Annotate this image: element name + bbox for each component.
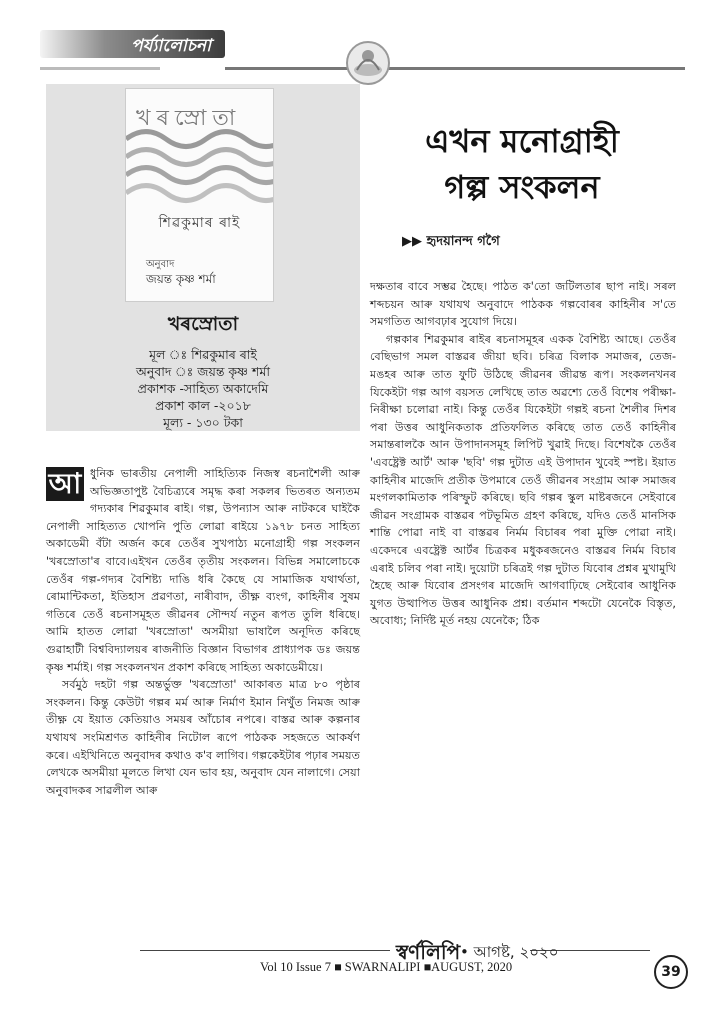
header-rule-left: [40, 67, 160, 70]
article-headline: [372, 118, 672, 210]
paragraph: গল্পকাৰ শিৱকুমাৰ ৰাইৰ ৰচনাসমূহৰ একক বৈশিষ্ট্য আছে। তেওঁৰ বেছিভাগ সমল বাস্তৱৰ জীয়া ছবি। চৰিত্ৰ বিলাক সমাজৰ, তেজ-মঙহৰ আৰু তাত ফুটি উঠিছে জীৱনৰ জীৱন্ত ৰূপ। সংকলনখনৰ যিকেইটা গল্প আগ বয়সত লেখিছে তাত অৱশ্যে তেওঁ বিশেষ পৰীক্ষা-নিৰীক্ষা চলোৱা নাই। কিন্তু তেওঁৰ যিকেইটা গল্পই ৰচনা শৈলীৰ দিশৰ পৰা উত্তৰ আধুনিকতাক প্ৰতিফলিত কৰিছে তাত তেওঁ কাহিনীৰ সমান্তৰালকৈ আন উপাদানসমূহ লিপিট খুৱাই দিছে। বিশেষকৈ তেওঁৰ 'এবষ্ট্ৰেক্ট আৰ্ট' আৰু 'ছবি' গল্প দুটাত এই উপাদান খুবেই স্পষ্ট। ইয়াত কাহিনীৰ মাজেদি প্ৰতীক উপমাৰে তেওঁ জীৱনৰ সংগ্ৰাম আৰু সমাজৰ মংগলকামিতাক পৰিস্ফুট কৰিছে। ছবি গল্পৰ স্কুল মাষ্টৰজনে সেইবাৰে জীৱন সংগ্ৰামক বাস্তৱৰ পটভূমিত গ্ৰহণ কৰিছে, যদিও তেওঁ মানসিক শান্তি পোৱা নাই বা বাস্তৱৰ নিৰ্মম বিচাৰৰ পৰা মুক্তি পোৱা নাই। একেদৰে এবষ্ট্ৰেক্ট আৰ্টৰ চিত্ৰকৰ মধুকৰজনেও বাস্তৱৰ নিৰ্মম বিচাৰ এৰাই চলিব পৰা নাই। দুয়োটা চৰিত্ৰই গল্প দুটাত যিবোৰ প্ৰশ্নৰ মুখামুখি হৈছে আৰু যিবোৰ প্ৰসংগৰ মাজেদি আগবাঢ়িছে সেইবোৰ আধুনিক যুগত উত্থাপিত উত্তৰ আধুনিক প্ৰশ্ন। বৰ্তমান শব্দটো যেনেকৈ বিস্তৃত, অবোধ্য; নিৰ্দিষ্ট মূৰ্ত নহয় যেনেকৈ; ঠিক: [370, 332, 676, 628]
footer-date: • আগষ্ট, ২০২০: [460, 943, 559, 961]
paragraph: সৰ্বমুঠ দহটা গল্প অন্তৰ্ভুক্ত 'খৰস্ৰোতা' আকাৰত মাত্ৰ ৮০ পৃষ্ঠাৰ সংকলন। কিন্তু কেউটা গল্পৰ মৰ্ম আৰু নিৰ্মাণ ইমান নিখুঁত নিমজ আৰু তীক্ষ্ণ যে ইয়াত কেতিয়াও সময়ৰ আঁচোৰ নপৰে। বাস্তৱ আৰু কল্পনাৰ যথাযথ সংমিশ্ৰণত কাহিনীৰ নিটোল ৰূপে পাঠকক সহজতে আকৰ্ষণ কৰে। এইখিনিতে অনুবাদৰ কথাও ক'ব লাগিব। গল্পকেইটাৰ পঢ়াৰ সময়ত লেখকে অসমীয়া মূলতে লিখা যেন ভাব হয়, অনুবাদ যেন নালাগে। সেয়া অনুবাদকৰ সাৱলীল আৰু: [46, 678, 360, 797]
cover-translator-label: অনুবাদ: [146, 259, 175, 270]
wave-art-icon: [126, 109, 273, 204]
footer-rule: [140, 950, 390, 951]
headline-line-1: এখন মনোগ্ৰাহী: [425, 122, 619, 160]
article-column-right: [370, 278, 676, 630]
author-byline: ▶▶ হৃদয়ানন্দ গগৈ: [402, 234, 500, 249]
article-column-left: [46, 465, 360, 799]
magazine-emblem-icon: [345, 40, 391, 86]
footer-brand: স্বৰ্ণলিপি: [396, 940, 461, 964]
book-cover: [125, 88, 274, 302]
book-price: মূল্য - ১৩০ টকা: [163, 415, 243, 430]
section-label: পৰ্য্যালোচনা: [131, 36, 211, 56]
header-rule: [225, 67, 685, 70]
paragraph: ধুনিক ভাৰতীয় নেপালী সাহিত্যিক নিজস্ব ৰচনাশৈলী আৰু অভিজ্ঞতাপুষ্ট বৈচিত্ৰ্যৰে সমৃদ্ধ কৰা সকলৰ ভিতৰত অন্যতম গদ্যকাৰ শিৱকুমাৰ ৰাই। গল্প, উপন্যাস আৰু নাটকৰে ঘাইকৈ নেপালী সাহিত্যত খোপনি পুতি লোৱা ৰাইয়ে ১৯৭৮ চনত সাহিত্য অকাডেমী বঁটা অৰ্জন কৰে তেওঁৰ সুখপাঠ্য মনোগ্ৰাহী গল্প সংকলন 'খৰস্ৰোতা'ৰ বাবে।এইখন তেওঁৰ তৃতীয় সংকলন। বিভিন্ন সমালোচকে তেওঁৰ গল্প-গদ্যৰ বৈশিষ্ট্য দাঙি ধৰি কৈছে যে সামাজিক যথাৰ্থতা, ৰোমান্টিকতা, ইতিহাস প্ৰৱণতা, নাৰীবাদ, তীক্ষ্ণ ব্যংগ, কাহিনীৰ সুষম গতিৰে তেওঁ ৰচনাসমূহত জীৱনৰ সৌন্দৰ্য নতুন ৰূপত তুলি ধৰিছে। আমি হাতত লোৱা 'খৰস্ৰোতা' অসমীয়া ভাষালৈ অনূদিত কৰিছে গুৱাহাটী বিশ্ববিদ্যালয়ৰ ৰাজনীতি বিজ্ঞান বিভাগৰ প্ৰাধ্যাপক ডঃ জয়ন্ত কৃষ্ণ শৰ্মাই। গল্প সংকলনখন প্ৰকাশ কৰিছে সাহিত্য অকাডেমীয়ে।: [46, 467, 360, 674]
book-title: খৰস্ৰোতা: [167, 313, 239, 335]
book-details: [46, 310, 360, 431]
book-original-author: মূল ঃ শিৱকুমাৰ ৰাই: [149, 347, 257, 362]
book-year: প্ৰকাশ কাল -২০১৮: [155, 398, 251, 413]
headline-line-2: গল্প সংকলন: [444, 168, 600, 206]
footer-issue-line: Vol 10 Issue 7 ■ SWARNALIPI ■AUGUST, 2020: [260, 960, 513, 974]
drop-cap: আ: [46, 467, 84, 501]
cover-translator: জয়ন্ত কৃষ্ণ শৰ্মা: [146, 272, 216, 286]
book-translator: অনুবাদ ঃ জয়ন্ত কৃষ্ণ শৰ্মা: [136, 364, 270, 379]
paragraph: দক্ষতাৰ বাবে সম্ভৱ হৈছে। পাঠত ক'তো জটিলতাৰ ছাপ নাই। সৰল শব্দচয়ন আৰু যথাযথ অনুবাদে পাঠকক গল্পবোৰৰ কাহিনীৰ স'তে সমগতিত আগবঢ়াৰ সুযোগ দিয়ে।: [370, 280, 676, 329]
section-tag: [40, 30, 225, 58]
cover-title: খৰস্ৰোতা: [136, 106, 242, 131]
book-publisher: প্ৰকাশক -সাহিত্য অকাদেমি: [137, 381, 269, 396]
page-number: 39: [654, 955, 688, 989]
cover-author: শিৱকুমাৰ ৰাই: [158, 215, 241, 231]
